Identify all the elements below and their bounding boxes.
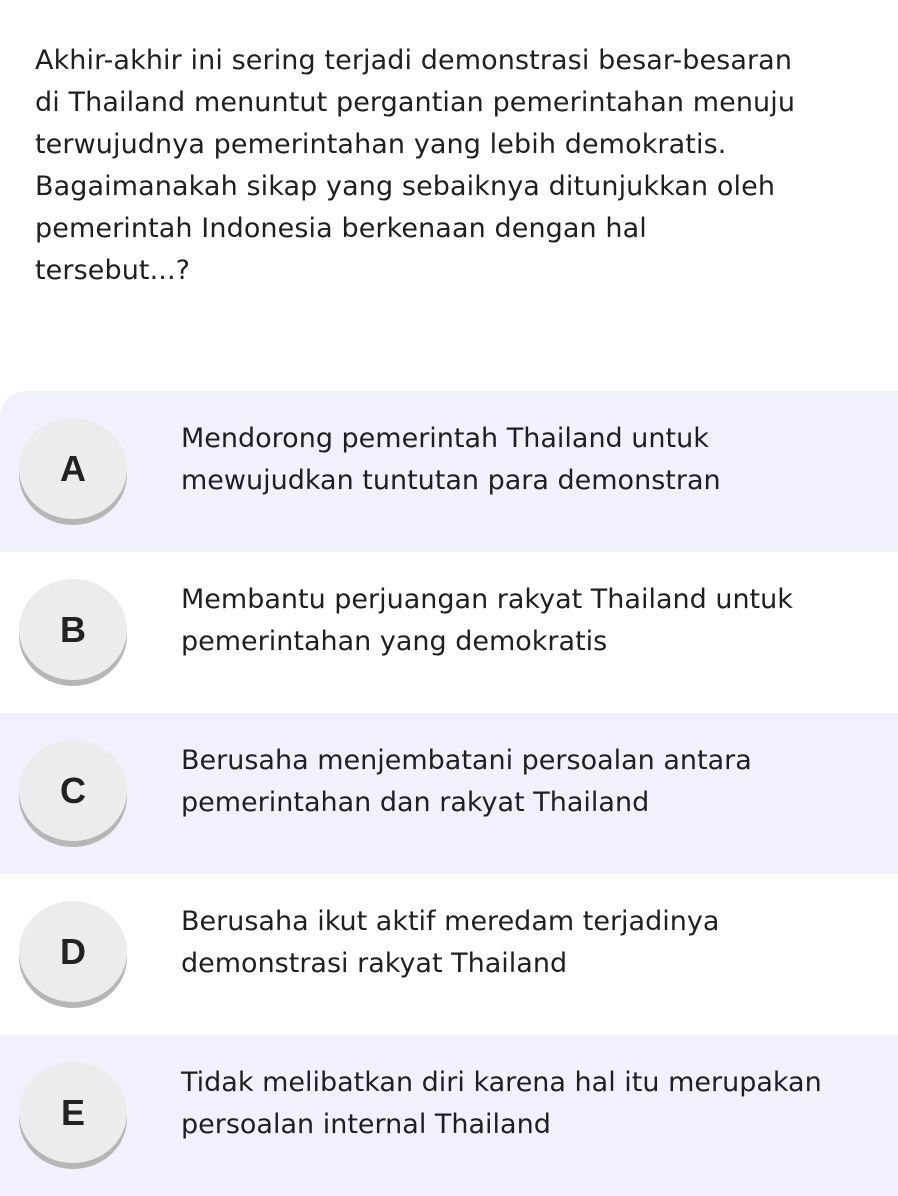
option-text-e[interactable]: Tidak melibatkan diri karena hal itu merupakan persoalan internal Thailand [181,1067,822,1140]
answer-options [0,391,898,1196]
option-text-c[interactable]: Berusaha menjembatani persoalan antara pemerintahan dan rakyat Thailand [181,745,752,818]
option-c[interactable] [0,713,898,874]
option-letter-e[interactable]: E [19,1062,127,1163]
option-a[interactable] [0,391,898,552]
option-text-a[interactable]: Mendorong pemerintah Thailand untuk mewujudkan tuntutan para demonstran [181,423,721,496]
option-text-d[interactable]: Berusaha ikut aktif meredam terjadinya demonstrasi rakyat Thailand [181,906,720,979]
option-letter-c[interactable]: C [19,740,127,841]
question-text: Akhir-akhir ini sering terjadi demonstrasi besar-besaran di Thailand menuntut pergantian pemerintahan menuju terwujudnya pemerintahan yang lebih demokratis. Bagaimanakah sikap yang sebaiknya ditunjukkan oleh pemerintah Indonesia berkenaan dengan hal tersebut...? [35,45,796,286]
option-letter-d[interactable]: D [19,901,127,1002]
option-b[interactable] [0,552,898,713]
option-letter-b[interactable]: B [19,579,127,680]
option-d[interactable] [0,874,898,1035]
option-text-b[interactable]: Membantu perjuangan rakyat Thailand untuk pemerintahan yang demokratis [181,584,793,657]
option-letter-a[interactable]: A [19,418,127,519]
option-e[interactable] [0,1035,898,1196]
